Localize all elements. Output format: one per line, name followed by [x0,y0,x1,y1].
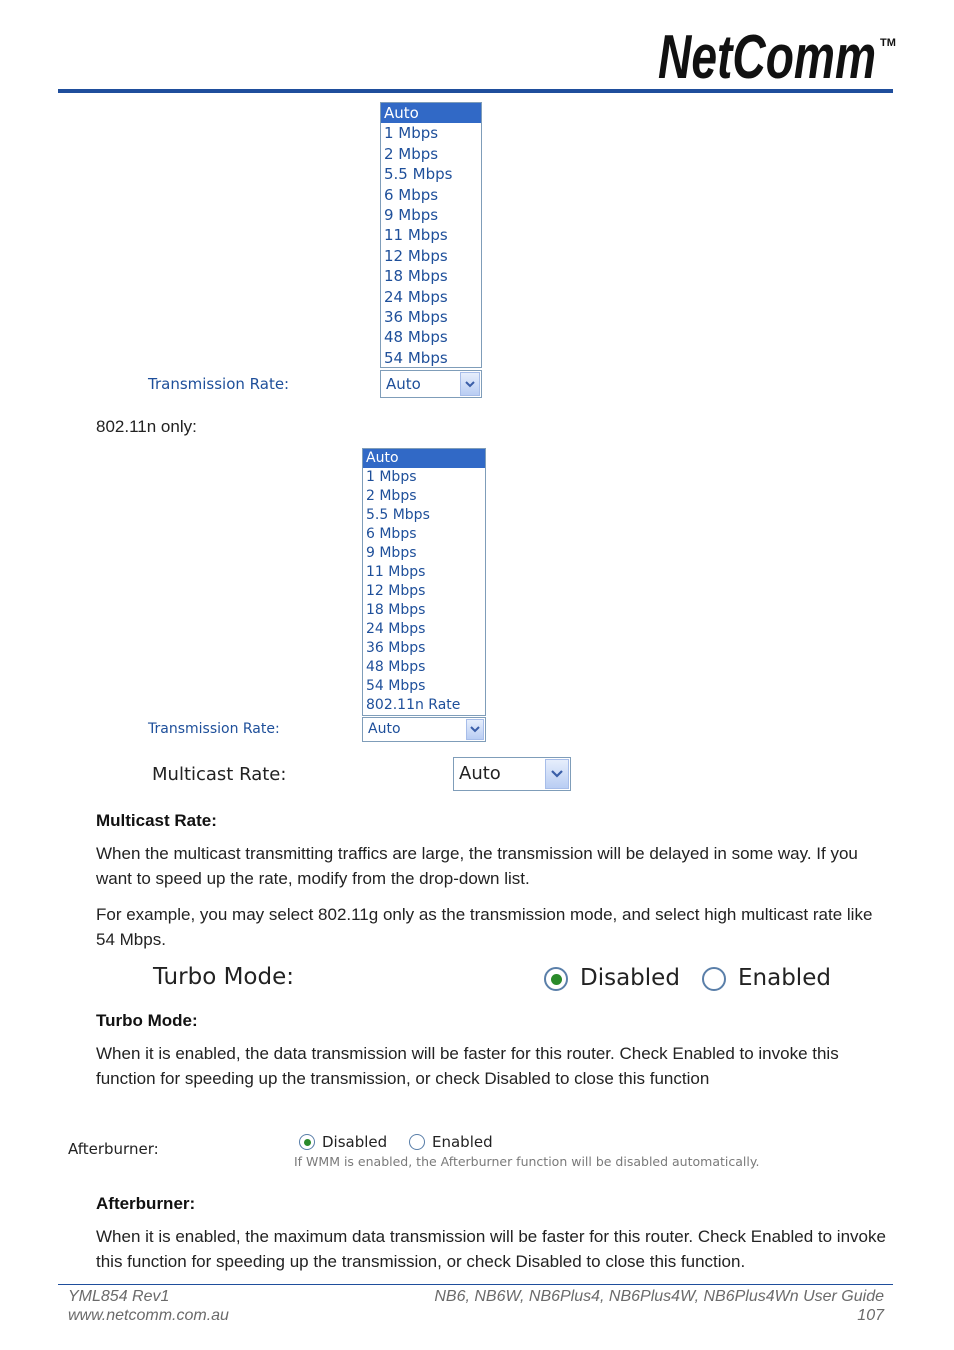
turbo-mode-label: Turbo Mode: [153,964,294,990]
list-option[interactable]: 1 Mbps [366,469,417,485]
transmission-rate-n-value: Auto [368,721,401,737]
header-rule [58,89,893,93]
list-option[interactable]: 2 Mbps [366,488,417,504]
list-option[interactable]: Auto [363,449,485,468]
footer-guide-title [434,1287,884,1306]
dropdown-arrow-icon[interactable] [545,759,569,789]
list-option[interactable]: 18 Mbps [384,267,448,286]
list-option[interactable]: 54 Mbps [366,678,426,694]
multicast-paragraph-1: When the multicast transmitting traffics are large, the transmission will be delayed in some way. If you want to speed up the rate, modify from the drop-down list. [96,844,858,888]
afterburner-disabled-radio[interactable] [299,1134,315,1150]
afterburner-disabled-label: Disabled [322,1133,388,1151]
list-option[interactable]: 54 Mbps [384,348,448,367]
footer-website: www.netcomm.com.au [68,1307,229,1324]
footer-guide: User Guide [803,1288,884,1305]
transmission-rate-value: Auto [386,375,421,393]
turbo-paragraph: When it is enabled, the data transmission will be faster for this router. Check Enabled to invoke this function for speeding up the transmission, or check Disabled to close this function [96,1044,839,1088]
dropdown-arrow-icon[interactable] [466,719,484,740]
footer-models: NB6, NB6W, NB6Plus4, NB6Plus4W, NB6Plus4Wn [434,1288,799,1305]
afterburner-paragraph: When it is enabled, the maximum data transmission will be faster for this router. Check Enabled to invoke this function for speeding up the transmission, or check Disabled to close this function. [96,1227,886,1271]
footer-page-number: 107 [857,1307,884,1324]
multicast-heading: Multicast Rate: [96,811,217,830]
afterburner-enabled-radio[interactable] [409,1134,425,1150]
list-option[interactable]: 48 Mbps [384,328,448,347]
turbo-disabled-label: Disabled [580,965,680,991]
list-option[interactable]: Auto [381,103,481,123]
svg-text:TM: TM [880,37,896,49]
list-option[interactable]: 36 Mbps [384,307,448,326]
list-option[interactable]: 5.5 Mbps [384,165,453,184]
list-option[interactable]: 11 Mbps [366,564,426,580]
list-option[interactable]: 36 Mbps [366,640,426,656]
caption-80211n-only: 802.11n only: [96,417,197,436]
list-option[interactable]: 12 Mbps [384,246,448,265]
afterburner-label: Afterburner: [68,1140,159,1158]
logo-text: NetComm [658,26,876,86]
netcomm-logo [656,26,896,86]
transmission-rate-listbox[interactable] [380,102,482,368]
list-option[interactable]: 802.11n Rate [366,697,461,713]
turbo-disabled-radio[interactable] [544,967,568,991]
turbo-heading: Turbo Mode: [96,1011,198,1030]
list-option[interactable]: 24 Mbps [384,287,448,306]
turbo-enabled-label: Enabled [738,965,831,991]
footer-rule [58,1284,893,1285]
list-option[interactable]: 11 Mbps [384,226,448,245]
transmission-rate-label: Transmission Rate: [148,375,290,393]
list-option[interactable]: 24 Mbps [366,621,426,637]
multicast-rate-value: Auto [459,763,501,784]
dropdown-arrow-icon[interactable] [460,372,480,396]
list-option[interactable]: 6 Mbps [384,185,439,204]
transmission-rate-n-select[interactable] [362,717,486,742]
footer-doc-id: YML854 Rev1 [68,1288,170,1305]
afterburner-heading: Afterburner: [96,1194,196,1213]
list-option[interactable]: 9 Mbps [366,545,417,561]
list-option[interactable]: 48 Mbps [366,659,426,675]
multicast-rate-select[interactable] [453,757,571,791]
list-option[interactable]: 2 Mbps [384,144,439,163]
transmission-rate-n-label: Transmission Rate: [148,721,280,737]
list-option[interactable]: 5.5 Mbps [366,507,430,523]
list-option[interactable]: 12 Mbps [366,583,426,599]
afterburner-enabled-label: Enabled [432,1133,493,1151]
list-option[interactable]: 9 Mbps [384,205,439,224]
list-option[interactable]: 6 Mbps [366,526,417,542]
list-option[interactable]: 18 Mbps [366,602,426,618]
list-option[interactable]: 1 Mbps [384,124,439,143]
multicast-rate-label: Multicast Rate: [152,764,287,785]
turbo-enabled-radio[interactable] [702,967,726,991]
afterburner-note: If WMM is enabled, the Afterburner function will be disabled automatically. [294,1154,760,1169]
transmission-rate-n-listbox[interactable] [362,448,486,716]
transmission-rate-select[interactable] [380,370,482,398]
multicast-paragraph-2: For example, you may select 802.11g only as the transmission mode, and select high multicast rate like 54 Mbps. [96,905,873,949]
